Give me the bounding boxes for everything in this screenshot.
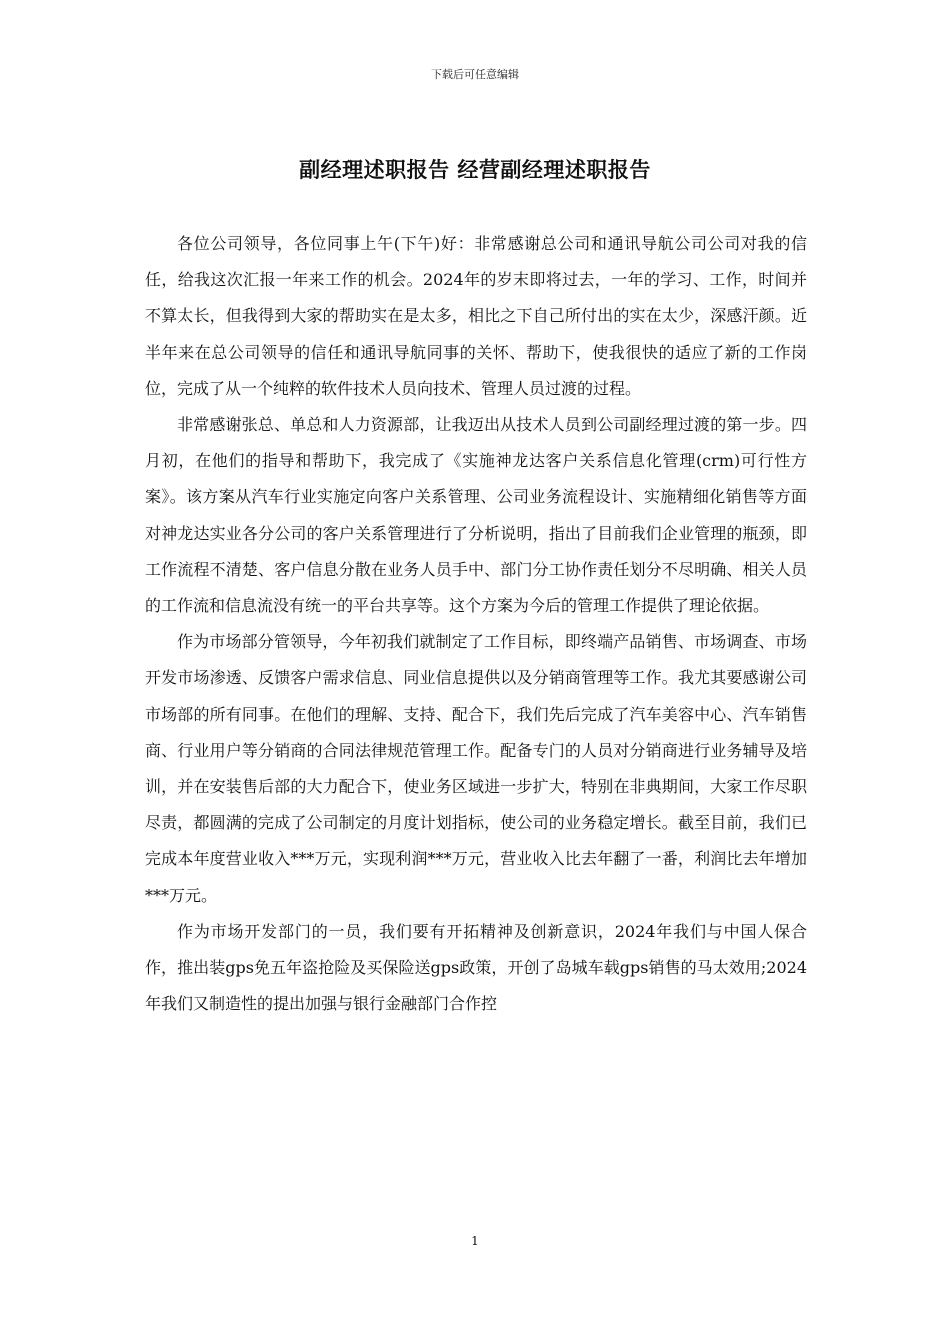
header-note: 下载后可任意编辑 — [431, 68, 519, 81]
paragraph-4: 作为市场开发部门的一员，我们要有开拓精神及创新意识，2024年我们与中国人保合作，推出装gps免五年盗抢险及买保险送gps政策，开创了岛城车载gps销售的马太效用;2024年我们又制造性的提出加强与银行金融部门合作控 — [145, 921, 807, 1014]
page-number: 1 — [471, 1234, 479, 1248]
document-title: 副经理述职报告 经营副经理述职报告 — [299, 157, 651, 182]
paragraph-1: 各位公司领导，各位同事上午(下午)好：非常感谢总公司和通讯导航公司公司对我的信任，给我这次汇报一年来工作的机会。2024年的岁末即将过去，一年的学习、工作，时间并不算太长，但我得到大家的帮助实在是太多，相比之下自己所付出的实在太少，深感汗颜。近半年来在总公司领导的信任和通讯导航同事的关怀、帮助下，使我很快的适应了新的工作岗位，完成了从一个纯粹的软件技术人员向技术、管理人员过渡的过程。 — [145, 234, 807, 398]
paragraph-3: 作为市场部分管领导，今年初我们就制定了工作目标，即终端产品销售、市场调查、市场开发市场渗透、反馈客户需求信息、同业信息提供以及分销商管理等工作。我尤其要感谢公司市场部的所有同事。在他们的理解、支持、配合下，我们先后完成了汽车美容中心、汽车销售商、行业用户等分销商的合同法律规范管理工作。配备专门的人员对分销商进行业务辅导及培训，并在安装售后部的大力配合下，使业务区域进一步扩大，特别在非典期间，大家工作尽职尽责，都圆满的完成了公司制定的月度计划指标，使公司的业务稳定增长。截至目前，我们已完成本年度营业收入***万元，实现利润***万元，营业收入比去年翻了一番，利润比去年增加***万元。 — [145, 632, 807, 905]
document-body — [145, 226, 807, 1022]
paragraph-2: 非常感谢张总、单总和人力资源部，让我迈出从技术人员到公司副经理过渡的第一步。四月初，在他们的指导和帮助下，我完成了《实施神龙达客户关系信息化管理(crm)可行性方案》。该方案从汽车行业实施定向客户关系管理、公司业务流程设计、实施精细化销售等方面对神龙达实业各分公司的客户关系管理进行了分析说明，指出了目前我们企业管理的瓶颈，即工作流程不清楚、客户信息分散在业务人员手中、部门分工协作责任划分不尽明确、相关人员的工作流和信息流没有统一的平台共享等。这个方案为今后的管理工作提供了理论依据。 — [145, 415, 807, 616]
